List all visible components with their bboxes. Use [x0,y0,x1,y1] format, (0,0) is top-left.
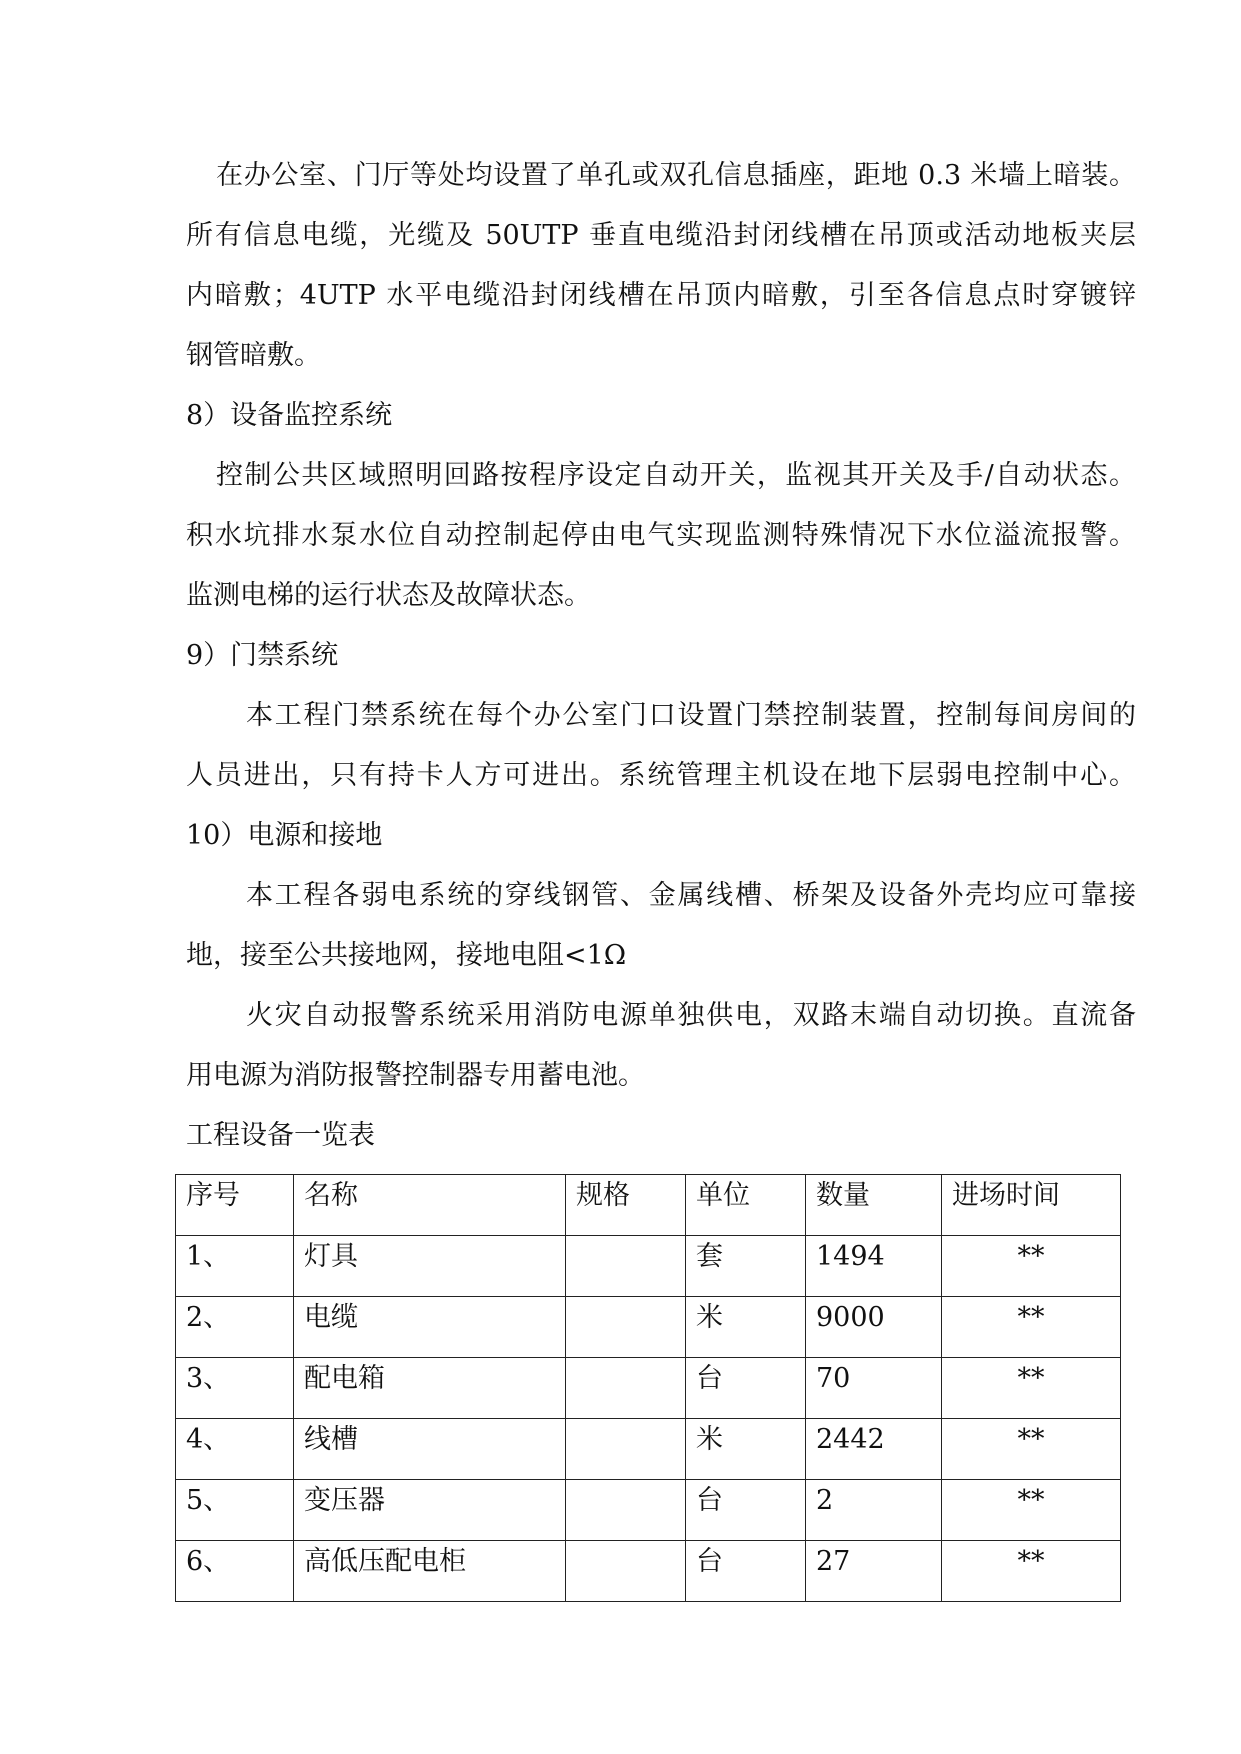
table-cell [566,1297,686,1358]
table-cell: 27 [806,1541,942,1602]
table-cell: 1494 [806,1236,942,1297]
table-cell: ** [942,1541,1121,1602]
table-cell [566,1480,686,1541]
paragraph-line: 控制公共区域照明回路按程序设定自动开关，监视其开关及手/自动状态。 [216,460,1136,491]
section-heading-9: 9）门禁系统 [186,640,339,671]
table-cell: ** [942,1419,1121,1480]
paragraph-line: 人员进出，只有持卡人方可进出。系统管理主机设在地下层弱电控制中心。 [186,760,1136,791]
table-row [176,1297,1121,1358]
paragraph-line: 内暗敷；4UTP 水平电缆沿封闭线槽在吊顶内暗敷，引至各信息点时穿镀锌 [186,280,1136,311]
header-cell: 数量 [806,1175,942,1236]
paragraph-line: 在办公室、门厅等处均设置了单孔或双孔信息插座，距地 0.3 米墙上暗装。 [216,160,1136,191]
table-row [176,1480,1121,1541]
table-header-row [176,1175,1121,1236]
paragraph-line: 积水坑排水泵水位自动控制起停由电气实现监测特殊情况下水位溢流报警。 [186,520,1136,551]
table-cell [566,1358,686,1419]
table-cell: ** [942,1236,1121,1297]
paragraph-line: 钢管暗敷。 [186,340,321,371]
header-cell: 进场时间 [942,1175,1121,1236]
table-cell: 灯具 [294,1236,566,1297]
section-heading-8: 8）设备监控系统 [186,400,393,431]
table-cell [566,1541,686,1602]
paragraph-line: 所有信息电缆，光缆及 50UTP 垂直电缆沿封闭线槽在吊顶或活动地板夹层 [186,220,1136,251]
table-cell: 线槽 [294,1419,566,1480]
table-cell: 1、 [176,1236,294,1297]
header-cell: 规格 [566,1175,686,1236]
table-cell: ** [942,1480,1121,1541]
table-cell: 9000 [806,1297,942,1358]
table-cell: 2 [806,1480,942,1541]
table-cell: 70 [806,1358,942,1419]
paragraph-line: 本工程门禁系统在每个办公室门口设置门禁控制装置，控制每间房间的 [246,700,1136,731]
table-cell: 2442 [806,1419,942,1480]
table-cell: 米 [686,1297,806,1358]
table-cell: 变压器 [294,1480,566,1541]
table-row [176,1419,1121,1480]
table-cell: 米 [686,1419,806,1480]
table-cell [566,1236,686,1297]
table-cell: 2、 [176,1297,294,1358]
paragraph-line: 监测电梯的运行状态及故障状态。 [186,580,591,611]
header-cell: 单位 [686,1175,806,1236]
header-cell: 序号 [176,1175,294,1236]
table-cell: 高低压配电柜 [294,1541,566,1602]
table-cell: 配电箱 [294,1358,566,1419]
paragraph-line: 用电源为消防报警控制器专用蓄电池。 [186,1060,645,1091]
table-row [176,1236,1121,1297]
section-heading-10: 10）电源和接地 [186,820,383,851]
table-cell: 台 [686,1541,806,1602]
table-row [176,1358,1121,1419]
table-title: 工程设备一览表 [186,1120,375,1151]
equipment-table [175,1174,1121,1602]
paragraph-line: 本工程各弱电系统的穿线钢管、金属线槽、桥架及设备外壳均应可靠接 [246,880,1136,911]
table-row [176,1541,1121,1602]
header-cell: 名称 [294,1175,566,1236]
table-cell: 套 [686,1236,806,1297]
table-cell: 5、 [176,1480,294,1541]
table-cell: 3、 [176,1358,294,1419]
table-cell: 电缆 [294,1297,566,1358]
table-cell: 4、 [176,1419,294,1480]
paragraph-line: 火灾自动报警系统采用消防电源单独供电，双路末端自动切换。直流备 [246,1000,1136,1031]
table-cell: ** [942,1297,1121,1358]
table-cell: 台 [686,1480,806,1541]
table-cell: 台 [686,1358,806,1419]
paragraph-line: 地，接至公共接地网，接地电阻<1Ω [186,940,627,971]
table-cell: ** [942,1358,1121,1419]
table-cell [566,1419,686,1480]
table-cell: 6、 [176,1541,294,1602]
